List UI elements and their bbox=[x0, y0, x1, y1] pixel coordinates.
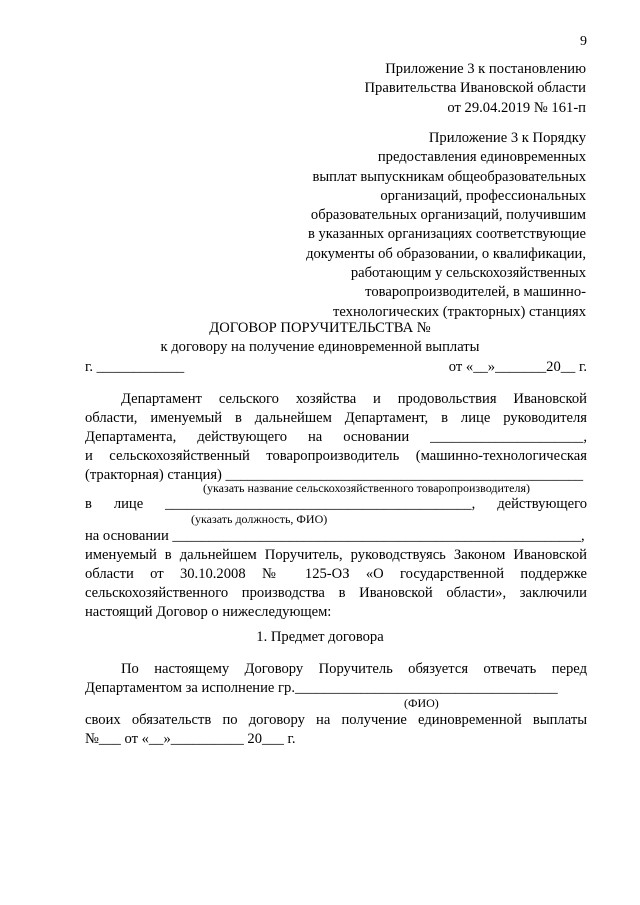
annex-header bbox=[365, 60, 586, 118]
guarantor-line: настоящий Договор о нижеследующем: bbox=[85, 604, 332, 620]
note-position: (указать должность, ФИО) bbox=[191, 512, 328, 526]
annex-order-line: в указанных организациях соответствующие bbox=[307, 226, 586, 243]
note-producer: (указать название сельскохозяйственного товаропроизводителя) bbox=[203, 481, 530, 495]
section-1-tail: №___ от «__»__________ 20___ г. bbox=[85, 731, 296, 747]
annex-header-line: Приложение 3 к постановлению bbox=[385, 61, 586, 77]
annex-order-line: работающим у сельскохозяйственных bbox=[350, 265, 586, 282]
section-1-title: 1. Предмет договора bbox=[256, 629, 384, 645]
contract-title: ДОГОВОР ПОРУЧИТЕЛЬСТВА № bbox=[209, 320, 431, 336]
guarantor-line: именуемый в дальнейшем Поручитель, руководствуясь Законом Ивановской bbox=[85, 547, 587, 563]
in-person-line: в лице __________________________________________, действующего bbox=[85, 496, 587, 512]
body-line: и сельскохозяйственный товаропроизводитель (машинно-технологическая bbox=[85, 448, 587, 464]
city-field: г. ____________ bbox=[85, 359, 185, 375]
page-number: 9 bbox=[580, 34, 587, 49]
body-line: области, именуемый в дальнейшем Департамент, в лице руководителя bbox=[85, 410, 587, 426]
body-line: Департамента, действующего на основании _____________________, bbox=[85, 429, 587, 445]
guarantor-line: области от 30.10.2008 № 125-ОЗ «О государственной поддержке bbox=[85, 566, 587, 582]
annex-order-line: организаций, профессиональных bbox=[380, 187, 586, 204]
annex-order bbox=[306, 129, 586, 322]
body-line: Департамент сельского хозяйства и продовольствия Ивановской bbox=[121, 391, 587, 407]
section-1-tail: своих обязательств по договору на получение единовременной выплаты bbox=[85, 712, 587, 728]
body-line: (тракторная) станция) _________________________________________________ bbox=[85, 467, 584, 483]
basis-line: на основании ________________________________________________________, bbox=[85, 528, 585, 544]
annex-order-line: предоставления единовременных bbox=[377, 149, 586, 166]
annex-order-line: товаропроизводителей, в машинно- bbox=[365, 284, 586, 301]
section-1-line: По настоящему Договору Поручитель обязуется отвечать перед bbox=[121, 661, 587, 677]
section-1-line: Департаментом за исполнение гр.____________________________________ bbox=[85, 680, 558, 696]
date-field: от «__»_______20__ г. bbox=[448, 359, 587, 375]
annex-header-line: Правительства Ивановской области bbox=[364, 80, 586, 97]
annex-order-line: Приложение 3 к Порядку bbox=[428, 130, 586, 146]
note-fio: (ФИО) bbox=[404, 696, 439, 710]
city-date-line bbox=[85, 359, 587, 376]
annex-header-line: от 29.04.2019 № 161-п bbox=[447, 99, 586, 116]
annex-order-line: выплат выпускникам общеобразовательных bbox=[312, 168, 586, 185]
annex-order-line: документы об образовании, о квалификации, bbox=[306, 245, 586, 262]
annex-order-line: технологических (тракторных) станциях bbox=[333, 303, 586, 320]
annex-order-line: образовательных организаций, получившим bbox=[310, 207, 586, 224]
contract-subtitle: к договору на получение единовременной выплаты bbox=[160, 339, 480, 355]
guarantor-line: сельскохозяйственного производства в Ивановской области», заключили bbox=[85, 585, 587, 601]
